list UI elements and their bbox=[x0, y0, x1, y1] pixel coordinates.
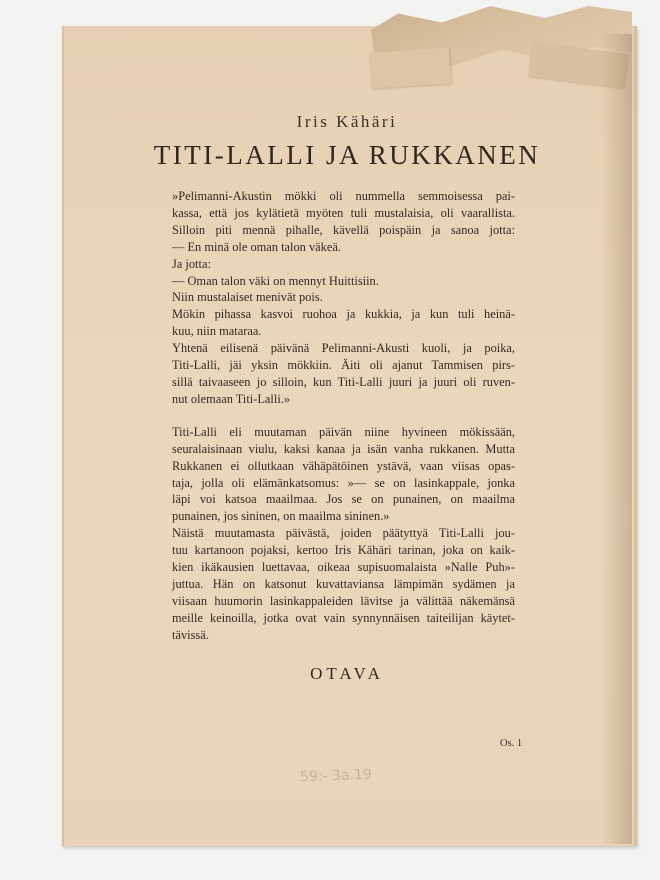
book-description bbox=[172, 424, 515, 644]
text-line: Titi-Lalli eli muutaman päivän niine hyvineen mökissään, bbox=[172, 424, 515, 439]
text-line: Mökin pihassa kasvoi ruohoa ja kukkia, ja kun tuli heinä- bbox=[172, 307, 515, 322]
text-line: punainen, jos sininen, on maailma sininen.» bbox=[172, 509, 390, 524]
text-line: — En minä ole oman talon väkeä. bbox=[172, 239, 341, 254]
jacket-tear-flap bbox=[369, 47, 451, 88]
publisher-name: OTAVA bbox=[310, 664, 384, 683]
volume-marker: Os. 1 bbox=[500, 738, 523, 749]
text-line: Niin mustalaiset menivät pois. bbox=[172, 290, 323, 305]
blurb-text bbox=[172, 188, 515, 644]
quote-excerpt bbox=[172, 188, 515, 408]
text-line: kassa, että jos kylätietä myöten tuli mustalaisia, oli vaarallista. bbox=[172, 205, 515, 220]
author-name: Iris Kähäri bbox=[296, 112, 398, 131]
text-line: Silloin piti mennä pihalle, kävellä poispäin ja sanoa jotta: bbox=[172, 222, 515, 237]
text-line: taja, jolla oli elämänkatsomus: »— se on lasinkappale, jonka bbox=[172, 475, 515, 490]
text-line: Yhtenä eilisenä päivänä Pelimanni-Akusti kuoli, ja poika, bbox=[172, 341, 515, 356]
text-line: juttua. Hän on katsonut kuvattaviansa lämpimän sydämen ja bbox=[172, 576, 515, 591]
text-line: »Pelimanni-Akustin mökki oli nummella semmoisessa pai- bbox=[172, 189, 515, 203]
text-line: meille keinoilla, jotka ovat vain synnynnäisen taiteilijan käytet- bbox=[172, 610, 515, 625]
text-line: — Oman talon väki on mennyt Huittisiin. bbox=[172, 273, 379, 288]
text-line: sillä taivaaseen jo silloin, kun Titi-Lalli juuri ja juuri oli ruven- bbox=[172, 374, 515, 389]
text-line: Ja jotta: bbox=[172, 256, 211, 271]
text-line: Näistä muutamasta päivästä, joiden päätyttyä Titi-Lalli jou- bbox=[172, 526, 515, 541]
text-line: tuu kartanoon pojaksi, kertoo Iris Kähäri tarinan, joka on kaik- bbox=[172, 543, 515, 558]
text-line: läpi voi katsoa maailmaa. Jos se on punainen, on maailma bbox=[172, 492, 515, 507]
pencil-price-note: 59:- 3a.19 bbox=[299, 766, 373, 786]
text-line: Titi-Lalli, jäi yksin mökkiin. Äiti oli ajanut Tammisen pirs- bbox=[172, 358, 515, 373]
text-line: tävissä. bbox=[172, 627, 209, 642]
book-title: TITI-LALLI JA RUKKANEN bbox=[153, 140, 541, 170]
text-line: kuu, niin mataraa. bbox=[172, 324, 262, 339]
text-line: seuralaisinaan viulu, kaksi kanaa ja isän vanha rukkanen. Mutta bbox=[172, 441, 515, 456]
text-line: nut olemaan Titi-Lalli.» bbox=[172, 391, 291, 406]
text-line: viisaan huumorin lasinkappaleiden lävitse ja välittää näkemänsä bbox=[172, 593, 515, 608]
text-line: Rukkanen ei ollutkaan vähäpätöinen ystävä, vaan viisas opas- bbox=[172, 458, 515, 473]
text-line: kien ikäkausien luettavaa, oikeaa supisuomalaista »Nalle Puh»- bbox=[172, 560, 515, 575]
